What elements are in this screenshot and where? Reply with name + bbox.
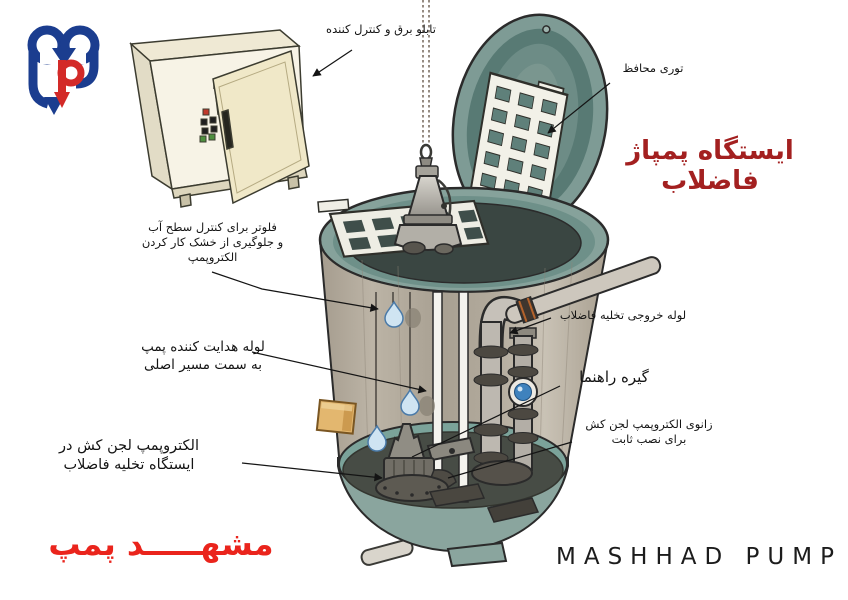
label-line: و جلوگیری از خشک کار کردن bbox=[141, 235, 284, 249]
label-line: لوله خروجی تخلیه فاضلاب bbox=[559, 308, 687, 322]
label-guide-clamp bbox=[560, 368, 668, 386]
label-float-switch bbox=[100, 220, 325, 265]
label-line: برای نصب ثابت bbox=[611, 432, 687, 446]
label-outlet-pipe bbox=[551, 308, 695, 323]
brand-persian: مشهـــــد پمپ bbox=[48, 525, 274, 563]
label-guide-pipe bbox=[138, 338, 268, 374]
label-fixing-elbow bbox=[574, 417, 724, 447]
leader-control-panel bbox=[313, 50, 352, 76]
label-line: الکتروپمپ bbox=[187, 250, 238, 264]
brand-latin: MASHHAD PUMP bbox=[556, 544, 842, 570]
label-protective-mesh bbox=[597, 61, 709, 76]
label-control-panel bbox=[300, 22, 462, 37]
label-line: توری محافظ bbox=[622, 61, 684, 75]
valve-ball-icon bbox=[515, 384, 532, 401]
label-line: ایستگاه تخلیه فاضلاب bbox=[63, 457, 195, 473]
control-cabinet bbox=[131, 30, 309, 207]
label-line: الکتروپمپ لجن کش در bbox=[59, 438, 199, 454]
label-line: به سمت مسیر اصلی bbox=[144, 357, 262, 373]
inlet-box bbox=[317, 400, 356, 434]
label-line: زانوی الکتروپمپ لجن کش bbox=[585, 417, 713, 431]
label-sludge-pump bbox=[20, 437, 238, 475]
label-line: گیره راهنما bbox=[579, 368, 649, 386]
label-line: فلوتر برای کنترل سطح آب bbox=[148, 220, 277, 234]
label-line: لوله هدایت کننده پمپ bbox=[141, 339, 265, 355]
mashhad-pump-logo bbox=[32, 30, 95, 115]
page-title: ایستگاه پمپاژ فاضلاب bbox=[626, 136, 794, 196]
label-line: تابلو برق و کنترل کننده bbox=[326, 22, 436, 36]
